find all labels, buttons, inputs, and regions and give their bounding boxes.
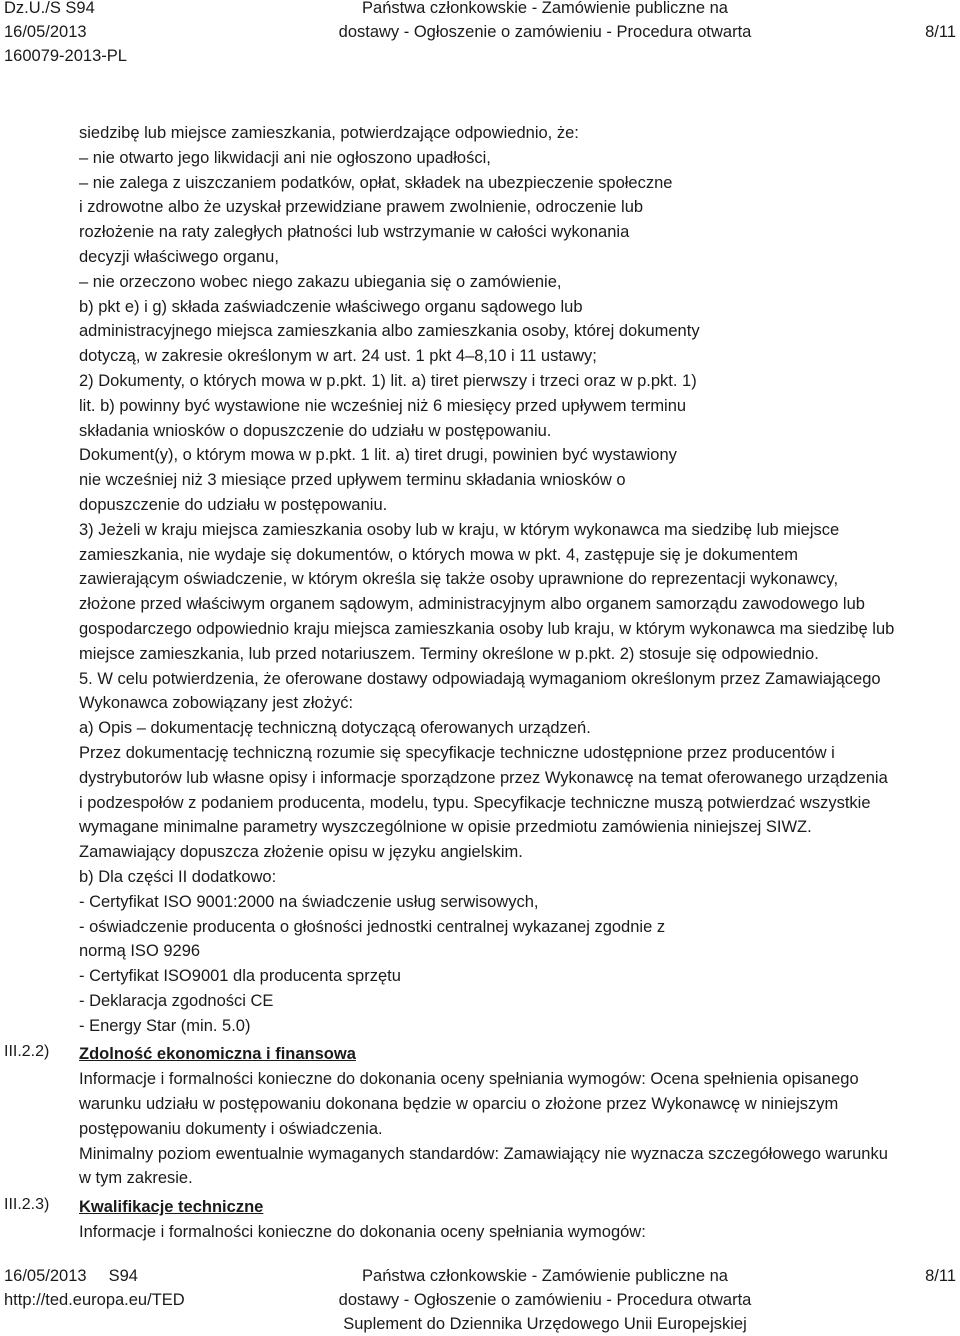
- text-line: – nie otwarto jego likwidacji ani nie ogłoszono upadłości,: [79, 148, 491, 167]
- text-line: - Certyfikat ISO9001 dla producenta sprzętu: [79, 967, 401, 986]
- text-line: składania wniosków o dopuszczenie do udziału w postępowaniu.: [79, 421, 552, 440]
- text-line: Przez dokumentację techniczną rozumie się specyfikacje techniczne udostępnione przez producentów i: [79, 743, 835, 762]
- footer-title-line-1: Państwa członkowskie - Zamówienie publiczne na: [362, 1267, 728, 1285]
- text-line: i zdrowotne albo że uzyskał przewidziane prawem zwolnienie, odroczenie lub: [79, 198, 644, 217]
- text-line: – nie orzeczono wobec niego zakazu ubiegania się o zamówienie,: [79, 272, 562, 291]
- text-line: nie wcześniej niż 3 miesiące przed upływem terminu składania wniosków o: [79, 471, 626, 490]
- text-line: decyzji właściwego organu,: [79, 247, 279, 266]
- text-line: 5. W celu potwierdzenia, że oferowane dostawy odpowiadają wymaganiom określonym przez Zamawiającego: [79, 669, 881, 688]
- text-line: postępowaniu dokumenty i oświadczenia.: [79, 1119, 383, 1138]
- header-date: 16/05/2013: [4, 23, 87, 41]
- footer-title-line-2: dostawy - Ogłoszenie o zamówieniu - Procedura otwarta: [338, 1291, 752, 1309]
- header-journal-ref: Dz.U./S S94: [4, 0, 95, 17]
- text-line: i podzespołów z podaniem producenta, modelu, typu. Specyfikacje techniczne muszą potwierdzać wszystkie: [79, 793, 871, 812]
- text-line: b) pkt e) i g) składa zaświadczenie właściwego organu sądowego lub: [79, 297, 583, 316]
- text-line: dotyczą, w zakresie określonym w art. 24 ust. 1 pkt 4–8,10 i 11 ustawy;: [79, 347, 597, 366]
- text-line: gospodarczego odpowiednio kraju miejsca zamieszkania osoby lub kraju, w którym wykonawca ma siedzibę lub: [79, 619, 895, 638]
- footer-url[interactable]: http://ted.europa.eu/TED: [4, 1291, 185, 1309]
- section-iii-2-3: [79, 1195, 957, 1245]
- footer-reference: [4, 1264, 185, 1312]
- section-title: Kwalifikacje techniczne: [79, 1198, 264, 1217]
- text-line: Wykonawca zobowiązany jest złożyć:: [79, 694, 354, 713]
- text-line: b) Dla części II dodatkowo:: [79, 867, 277, 886]
- header-page-number: 8/11: [925, 23, 956, 41]
- section-iii-2-2: [79, 1042, 957, 1191]
- text-line: Informacje i formalności konieczne do dokonania oceny spełniania wymogów: Ocena spełnienia opisanego: [79, 1070, 859, 1089]
- footer-code: S94: [108, 1267, 138, 1285]
- header-notice-number: 160079-2013-PL: [4, 47, 127, 65]
- footer-title: [335, 1264, 755, 1336]
- section-number: III.2.2): [4, 1043, 50, 1060]
- footer-date: 16/05/2013: [4, 1267, 87, 1285]
- text-line: Zamawiający dopuszcza złożenie opisu w języku angielskim.: [79, 843, 523, 862]
- text-line: administracyjnego miejsca zamieszkania albo zamieszkania osoby, której dokumenty: [79, 322, 700, 341]
- page-header: [0, 0, 960, 72]
- text-line: 3) Jeżeli w kraju miejsca zamieszkania osoby lub w kraju, w którym wykonawca ma siedzibę lub miejsce: [79, 520, 840, 539]
- text-line: dopuszczenie do udziału w postępowaniu.: [79, 495, 388, 514]
- body-text: [79, 121, 957, 1038]
- text-line: miejsce zamieszkania, lub przed notariuszem. Terminy określone w p.pkt. 2) stosuje się odpowiednio.: [79, 644, 819, 663]
- document-body: [79, 121, 957, 1245]
- text-line: - Certyfikat ISO 9001:2000 na świadczenie usług serwisowych,: [79, 892, 539, 911]
- header-reference: [4, 0, 127, 68]
- section-number: III.2.3): [4, 1196, 50, 1213]
- text-line: złożone przed właściwym organem sądowym, administracyjnym albo organem samorządu zawodowego lub: [79, 595, 865, 614]
- text-line: dystrybutorów lub własne opisy i informacje sporządzone przez Wykonawcę na temat oferowanego urządzenia: [79, 768, 888, 787]
- text-line: normą ISO 9296: [79, 942, 201, 961]
- text-line: warunku udziału w postępowaniu dokonana będzie w oparciu o złożone przez Wykonawcę w niniejszym: [79, 1095, 839, 1114]
- text-line: a) Opis – dokumentację techniczną dotyczącą oferowanych urządzeń.: [79, 719, 591, 738]
- text-line: - Energy Star (min. 5.0): [79, 1016, 251, 1035]
- text-line: – nie zalega z uiszczaniem podatków, opłat, składek na ubezpieczenie społeczne: [79, 173, 673, 192]
- text-line: siedzibę lub miejsce zamieszkania, potwierdzające odpowiednio, że:: [79, 124, 579, 142]
- header-title-line-1: Państwa członkowskie - Zamówienie publiczne na: [362, 0, 728, 17]
- text-line: rozłożenie na raty zaległych płatności lub wstrzymanie w całości wykonania: [79, 223, 630, 242]
- footer-title-line-3: Suplement do Dziennika Urzędowego Unii Europejskiej: [343, 1315, 747, 1333]
- text-line: lit. b) powinny być wystawione nie wcześniej niż 6 miesięcy przed upływem terminu: [79, 396, 687, 415]
- page-footer: [0, 1264, 960, 1334]
- text-line: zawierającym oświadczenie, w którym określa się także osoby uprawnione do reprezentacji wykonawcy,: [79, 570, 839, 589]
- text-line: 2) Dokumenty, o których mowa w p.pkt. 1) lit. a) tiret pierwszy i trzeci oraz w p.pkt. 1): [79, 371, 697, 390]
- header-title: [335, 0, 755, 44]
- section-title: Zdolność ekonomiczna i finansowa: [79, 1045, 356, 1064]
- header-title-line-2: dostawy - Ogłoszenie o zamówieniu - Procedura otwarta: [338, 23, 752, 41]
- text-line: wymagane minimalne parametry wyszczególnione w opisie przedmiotu zamówienia niniejszej SIWZ.: [79, 818, 812, 837]
- footer-page-number: 8/11: [925, 1267, 956, 1285]
- text-line: zamieszkania, nie wydaje się dokumentów, o których mowa w pkt. 4, zastępuje się je dokumentem: [79, 545, 799, 564]
- text-line: - oświadczenie producenta o głośności jednostki centralnej wykazanej zgodnie z: [79, 917, 666, 936]
- section-text: [79, 1220, 957, 1245]
- text-line: Informacje i formalności konieczne do dokonania oceny spełniania wymogów:: [79, 1223, 646, 1242]
- text-line: - Deklaracja zgodności CE: [79, 991, 274, 1010]
- text-line: Dokument(y), o którym mowa w p.pkt. 1 lit. a) tiret drugi, powinien być wystawiony: [79, 446, 677, 465]
- section-text: [79, 1067, 957, 1191]
- text-line: Minimalny poziom ewentualnie wymaganych standardów: Zamawiający nie wyznacza szczegółowego warunku: [79, 1144, 888, 1163]
- text-line: w tym zakresie.: [79, 1169, 193, 1188]
